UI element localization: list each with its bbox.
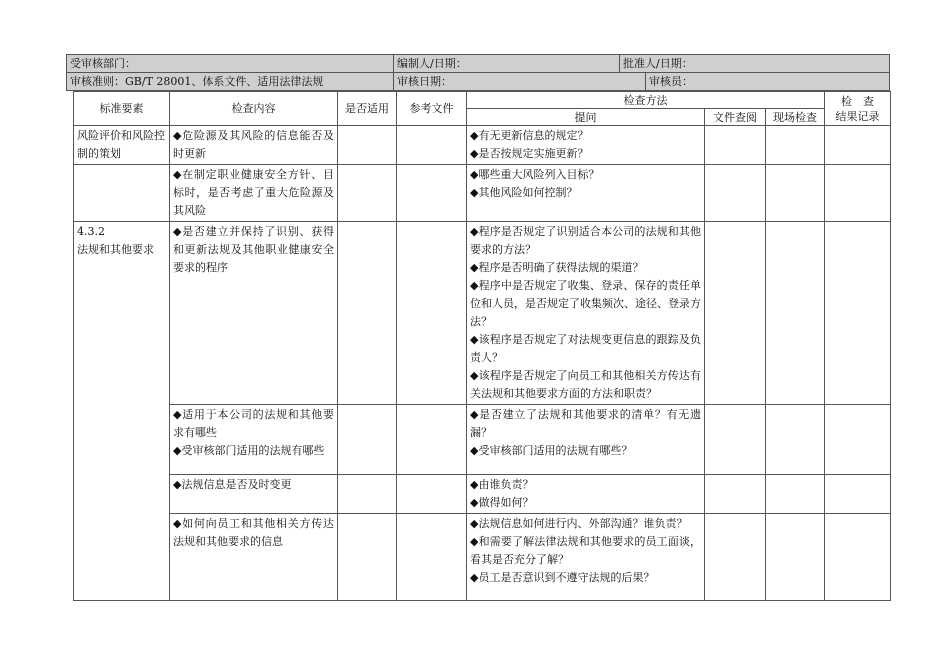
audit-date-field: 审核日期： xyxy=(394,73,646,91)
col-header-reference: 参考文件 xyxy=(397,92,467,126)
table-row xyxy=(74,126,891,165)
col-header-element: 标准要素 xyxy=(74,92,170,126)
audit-criteria-field: 审核准则：GB/T 28001、体系文件、适用法律法规 xyxy=(67,73,394,91)
result-cell xyxy=(825,405,891,475)
check-content-cell xyxy=(170,126,338,165)
result-cell xyxy=(825,514,891,601)
applicable-cell xyxy=(338,222,397,405)
question-item: ◆该程序是否规定了对法规变更信息的跟踪及负责人？ xyxy=(470,333,701,364)
question-item: ◆哪些重大风险列入目标？ xyxy=(470,168,600,181)
auditor-field: 审核员： xyxy=(646,73,890,91)
result-cell xyxy=(825,222,891,405)
question-item: ◆程序是否规定了识别适合本公司的法规和其他要求的方法？ xyxy=(470,225,701,256)
result-cell xyxy=(825,475,891,514)
editor-date-field: 编制人/日期： xyxy=(394,55,620,73)
applicable-cell xyxy=(338,165,397,222)
question-cell xyxy=(467,165,705,222)
question-item: ◆该程序是否规定了向员工和其他相关方传达有关法规和其他要求方面的方法和职责？ xyxy=(470,369,701,400)
col-header-result xyxy=(825,92,891,126)
check-content-cell xyxy=(170,475,338,514)
question-item: ◆员工是否意识到不遵守法规的后果？ xyxy=(470,571,655,584)
question-item: ◆做得如何？ xyxy=(470,496,534,509)
reference-cell xyxy=(397,165,467,222)
audited-department-field: 受审核部门： xyxy=(67,55,394,73)
question-item: ◆程序中是否规定了收集、登录、保存的责任单位和人员，是否规定了收集频次、途径、登录方法？ xyxy=(470,279,701,328)
reference-cell xyxy=(397,475,467,514)
question-cell xyxy=(467,514,705,601)
standard-element-cell xyxy=(74,165,170,222)
col-header-site-check: 现场检查 xyxy=(766,109,825,126)
result-cell xyxy=(825,165,891,222)
question-item: ◆程序是否明确了获得法规的渠道？ xyxy=(470,261,644,274)
standard-element-cell xyxy=(74,222,170,601)
standard-element-text: 风险评价和风险控制的策划 xyxy=(77,129,165,160)
table-row xyxy=(74,405,891,475)
question-item: ◆是否按规定实施更新？ xyxy=(470,147,589,160)
site-check-cell xyxy=(766,126,825,165)
header-row-1 xyxy=(66,54,890,73)
check-content-item: ◆如何向员工和其他相关方传达法规和其他要求的信息 xyxy=(173,517,334,548)
col-header-applicable: 是否适用 xyxy=(338,92,397,126)
site-check-cell xyxy=(766,405,825,475)
result-cell xyxy=(825,126,891,165)
table-row xyxy=(74,165,891,222)
site-check-cell xyxy=(766,222,825,405)
audit-checklist-table xyxy=(73,91,891,601)
site-check-cell xyxy=(766,514,825,601)
col-header-question: 提问 xyxy=(467,109,705,126)
question-item: ◆是否建立了法规和其他要求的清单？有无遗漏？ xyxy=(470,408,701,439)
standard-element-cell xyxy=(74,126,170,165)
check-content-item: ◆危险源及其风险的信息能否及时更新 xyxy=(173,129,334,160)
reference-cell xyxy=(397,514,467,601)
check-content-item: ◆受审核部门适用的法规有哪些 xyxy=(173,444,325,457)
question-item: ◆受审核部门适用的法规有哪些？ xyxy=(470,444,633,457)
col-header-doc-review: 文件查阅 xyxy=(705,109,766,126)
check-content-item: ◆法规信息是否及时变更 xyxy=(173,478,292,491)
col-header-content: 检查内容 xyxy=(170,92,338,126)
standard-element-text: 4.3.2 xyxy=(77,225,105,238)
check-content-item: ◆适用于本公司的法规和其他要求有哪些 xyxy=(173,408,334,439)
doc-review-cell xyxy=(705,126,766,165)
question-cell xyxy=(467,405,705,475)
standard-element-text: 法规和其他要求 xyxy=(77,243,154,256)
doc-review-cell xyxy=(705,222,766,405)
reference-cell xyxy=(397,222,467,405)
applicable-cell xyxy=(338,126,397,165)
table-row xyxy=(74,475,891,514)
applicable-cell xyxy=(338,514,397,601)
header-row-2 xyxy=(66,72,890,91)
reference-cell xyxy=(397,126,467,165)
question-cell xyxy=(467,222,705,405)
question-item: ◆其他风险如何控制？ xyxy=(470,186,578,199)
reference-cell xyxy=(397,405,467,475)
col-header-method: 检查方法 xyxy=(467,92,825,109)
table-row xyxy=(74,514,891,601)
question-cell xyxy=(467,475,705,514)
site-check-cell xyxy=(766,475,825,514)
check-content-item: ◆是否建立并保持了识别、获得和更新法规及其他职业健康安全要求的程序 xyxy=(173,225,334,274)
check-content-item: ◆在制定职业健康安全方针、目标时，是否考虑了重大危险源及其风险 xyxy=(173,168,334,217)
question-item: ◆和需要了解法律法规和其他要求的员工面谈，看其是否充分了解？ xyxy=(470,535,701,566)
check-content-cell xyxy=(170,222,338,405)
applicable-cell xyxy=(338,475,397,514)
doc-review-cell xyxy=(705,405,766,475)
approver-date-field: 批准人/日期： xyxy=(620,55,890,73)
col-header-result-line1: 检 查 xyxy=(841,94,875,108)
check-content-cell xyxy=(170,514,338,601)
doc-review-cell xyxy=(705,475,766,514)
check-content-cell xyxy=(170,405,338,475)
table-row xyxy=(74,222,891,405)
question-item: ◆由谁负责？ xyxy=(470,478,534,491)
col-header-result-line2: 结果记录 xyxy=(835,109,880,123)
doc-review-cell xyxy=(705,165,766,222)
doc-review-cell xyxy=(705,514,766,601)
question-item: ◆有无更新信息的规定？ xyxy=(470,129,589,142)
question-cell xyxy=(467,126,705,165)
question-item: ◆法规信息如何进行内、外部沟通？谁负责？ xyxy=(470,517,688,530)
applicable-cell xyxy=(338,405,397,475)
site-check-cell xyxy=(766,165,825,222)
check-content-cell xyxy=(170,165,338,222)
